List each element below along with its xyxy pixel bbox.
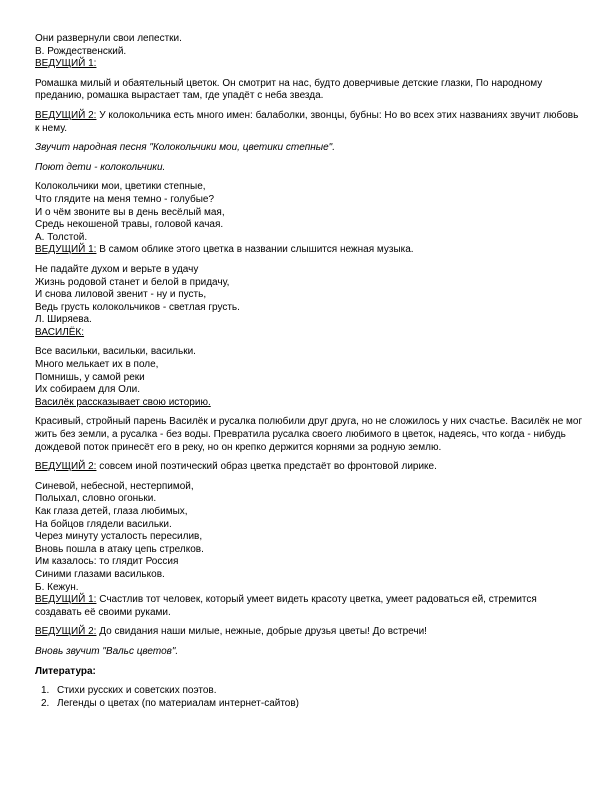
poem-line: Василёк рассказывает свою историю. [35, 396, 211, 408]
poem-line: Полыхал, словно огоньки. [35, 493, 157, 505]
poem-line: Их собираем для Оли. [35, 384, 141, 396]
literature-title: Литература: [35, 665, 96, 677]
stage-direction: Звучит народная песня "Колокольчики мои, цветики степные". [35, 142, 336, 154]
poem-line: Синими глазами васильков. [35, 568, 165, 580]
poem-line: Много мелькает их в поле, [35, 359, 159, 371]
poem-line: И снова лиловой звенит - ну и пусть, [35, 289, 207, 301]
speaker-label: ВЕДУЩИЙ 2: [35, 109, 97, 121]
list-text: Стихи русских и советских поэтов. [57, 685, 217, 697]
speaker-label: ВЕДУЩИЙ 1: [35, 244, 97, 256]
paragraph-happy [35, 594, 585, 619]
paragraph-front [35, 461, 585, 474]
poem-author: А. Толстой. [35, 231, 88, 243]
list-number: 1. [41, 685, 50, 697]
paragraph-text: До свидания наши милые, нежные, добрые друзья цветы! До встречи! [96, 626, 427, 638]
speaker-label: ВЕДУЩИЙ 1: [35, 58, 97, 70]
poem-author: Б. Кежун. [35, 581, 79, 593]
speaker-label: ВЕДУЩИЙ 2: [35, 626, 97, 638]
stage-direction: Поют дети - колокольчики. [35, 161, 166, 173]
poem-line: Жизнь родовой станет и белой в придачу, [35, 276, 230, 288]
poem-vasilki [35, 346, 585, 409]
paragraph-kolokolchik [35, 110, 585, 135]
paragraph-text: совсем иной поэтический образ цветка предстаёт во фронтовой лирике. [96, 461, 437, 473]
poem-line: На бойцов глядели васильки. [35, 518, 172, 530]
speaker-label: ВЕДУЩИЙ 2: [35, 461, 97, 473]
paragraph-music [35, 244, 585, 257]
list-number: 2. [41, 697, 50, 709]
paragraph-text: В самом облике этого цветка в названии слышится нежная музыка. [96, 244, 414, 256]
poem-kezhun [35, 481, 585, 594]
poem-line: Колокольчики мои, цветики степные, [35, 181, 206, 193]
poem-line: Ведь грусть колокольчиков - светлая грусть. [35, 301, 240, 313]
poem-author: Л. Ширяева. [35, 314, 92, 326]
poem-line: Им казалось: то глядит Россия [35, 556, 179, 568]
list-text: Легенды о цветах (по материалам интернет-сайтов) [57, 697, 300, 709]
poem-line: Средь некошеной травы, головой качая. [35, 219, 224, 231]
poem-line: Все васильки, васильки, васильки. [35, 346, 196, 358]
poem-line: Вновь пошла в атаку цепь стрелков. [35, 543, 204, 555]
poem-line: Через минуту усталость пересилив, [35, 531, 203, 543]
poem-line: Не падайте духом и верьте в удачу [35, 263, 199, 275]
paragraph-bye [35, 626, 585, 639]
literature-list [35, 685, 585, 710]
poem-line: Помнишь, у самой реки [35, 371, 145, 383]
stage-direction: Вновь звучит "Вальс цветов". [35, 645, 179, 657]
poem-line: Синевой, небесной, нестерпимой, [35, 480, 194, 492]
paragraph-text: У колокольчика есть много имен: балаболки, звонцы, бубны: Но во всех этих названиях звучит любовь к нему. [35, 109, 579, 134]
poem-kolokolchiki [35, 181, 585, 244]
list-item [35, 698, 585, 711]
poem-line: И о чём звоните вы в день весёлый мая, [35, 206, 225, 218]
list-item [35, 685, 585, 698]
intro-line: Они развернули свои лепестки. [35, 33, 182, 44]
speaker-label: ВЕДУЩИЙ 1: [35, 594, 97, 606]
vasilek-label: ВАСИЛЁК: [35, 326, 85, 338]
paragraph-text: Счастлив тот человек, который умеет видеть красоту цветка, умеет радоваться ей, стремится создавать её своими руками. [35, 594, 537, 618]
paragraph-legend: Красивый, стройный парень Василёк и русалка полюбили друг друга, но не сложилось у них счастье. Василёк не мог жить без земли, а русалка - без воды. Превратила русалка своего любимого в цветок, надеясь, что когда - нибудь дождевой поток принесёт его в реку, но он крепко держится корнями за родную землю. [35, 416, 583, 453]
poem-line: Как глаза детей, глаза любимых, [35, 506, 188, 517]
document-page [35, 33, 585, 710]
poem-line: Что глядите на меня темно - голубые? [35, 193, 215, 205]
paragraph-romashka: Ромашка милый и обаятельный цветок. Он смотрит на нас, будто доверчивые детские глазки, По народному преданию, ромашка вырастает там, где упадёт с неба звезда. [35, 77, 543, 102]
intro-author: В. Рождественский. [35, 45, 127, 57]
poem-shiryaeva [35, 264, 585, 327]
